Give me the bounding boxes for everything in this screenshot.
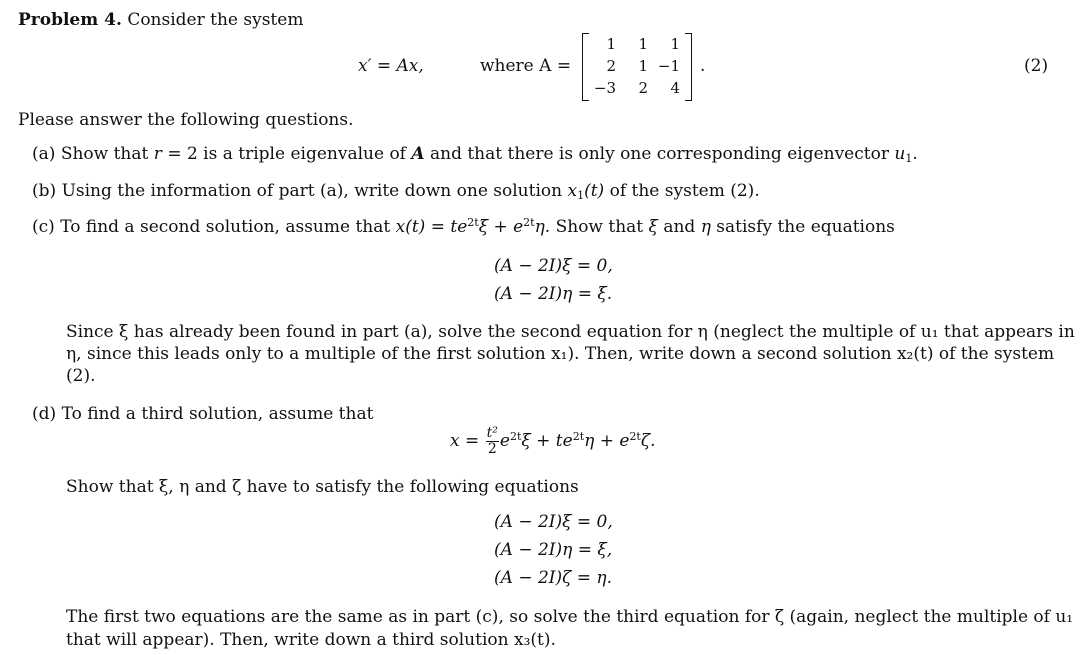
part-b-text: of the system (2). [609,181,760,201]
part-d-sup: 2t [572,430,585,443]
part-a-math: u [894,144,906,164]
system-equation: x′ = Ax, [358,56,424,76]
part-c-paragraph-line: Since ξ has already been found in part (a), solve the second equation for η (neglect the multiple of u₁ that appears in [66,322,1075,342]
part-b-text: Using the information of part (a), write down one solution [61,181,563,201]
fraction [486,426,499,457]
matrix-table [588,33,684,99]
part-d [32,404,373,424]
part-a-text: and that there is only one corresponding eigenvector [429,144,889,164]
part-c [32,217,895,237]
part-d-sup: 2t [629,430,641,443]
part-c-label: (c) [32,217,55,237]
part-d-math: x = [450,431,480,451]
part-d-sup: 2t [509,430,522,443]
part-b-math: (t) [584,181,605,201]
matrix-cell: 4 [670,79,680,97]
part-c-text: To find a second solution, assume that [60,217,391,237]
matrix-cell: 2 [638,79,648,97]
part-d-equation [450,426,655,457]
equation-number: (2) [1024,56,1049,76]
part-a-text: . [912,144,918,164]
part-d-paragraph-line: The first two equations are the same as in part (c), so solve the third equation for ζ (again, neglect the multiple of u₁ [66,607,1074,627]
part-c-sup: 2t [523,216,535,229]
matrix-A [582,33,692,101]
part-c-text: satisfy the equations [716,217,895,237]
part-b-math: x [567,181,578,201]
where-text: where A = [480,56,572,76]
part-d-math: ζ. [640,431,656,451]
part-c-math: η [700,217,711,237]
part-c-paragraph-line: η, since this leads only to a multiple of the first solution x₁). Then, write down a second solution x₂(t) of the system [66,344,1055,364]
part-b [32,181,760,201]
part-a-sub: 1 [905,152,913,165]
part-d-text: To find a third solution, assume that [61,404,374,424]
part-a-label: (a) [32,144,56,164]
part-c-math: η. [534,217,551,237]
part-d-math: ξ + te [521,431,573,451]
matrix-cell: 1 [638,57,648,75]
fraction-denominator: 2 [487,441,497,457]
questions-prompt: Please answer the following questions. [18,110,354,130]
part-d-text: Show that ξ, η and ζ have to satisfy the following equations [66,477,579,497]
part-c-sup: 2t [467,216,479,229]
part-d-math: e [499,431,510,451]
part-d-equation-3: (A − 2I)ζ = η. [494,568,612,588]
fraction-numerator: t² [486,425,498,441]
part-a-text: Show that [60,144,149,164]
matrix-cell: 2 [606,57,616,75]
matrix-cell: 1 [638,35,648,53]
matrix-cell: 1 [606,35,616,53]
part-a-text: = 2 is a triple eigenvalue of [167,144,406,164]
part-c-paragraph-line: (2). [66,366,96,386]
matrix-right-bracket [685,33,692,101]
part-c-equation-2: (A − 2I)η = ξ. [494,284,613,304]
matrix-cell: 1 [670,35,680,53]
matrix-cell: −3 [593,79,616,97]
part-d-paragraph-line: that will appear). Then, write down a third solution x₃(t). [66,630,556,650]
part-a-math: A [411,144,425,164]
part-c-text: Show that [555,217,644,237]
part-c-math: x(t) = te [395,217,468,237]
matrix-cell: −1 [657,57,680,75]
problem-heading [18,10,303,30]
part-a [32,144,918,164]
problem-label: Problem 4. [18,10,122,30]
part-d-equation-2: (A − 2I)η = ξ, [494,540,613,560]
problem-intro: Consider the system [127,10,304,30]
part-c-text: and [663,217,696,237]
part-d-equation-1: (A − 2I)ξ = 0, [494,512,613,532]
part-b-sub: 1 [577,189,585,202]
part-c-math: ξ [648,217,658,237]
part-b-label: (b) [32,181,57,201]
part-c-equation-1: (A − 2I)ξ = 0, [494,256,613,276]
matrix-period: . [700,56,706,76]
part-d-label: (d) [32,404,57,424]
part-c-math: ξ + e [478,217,524,237]
part-d-math: η + e [584,431,630,451]
part-a-math: r [153,144,162,164]
